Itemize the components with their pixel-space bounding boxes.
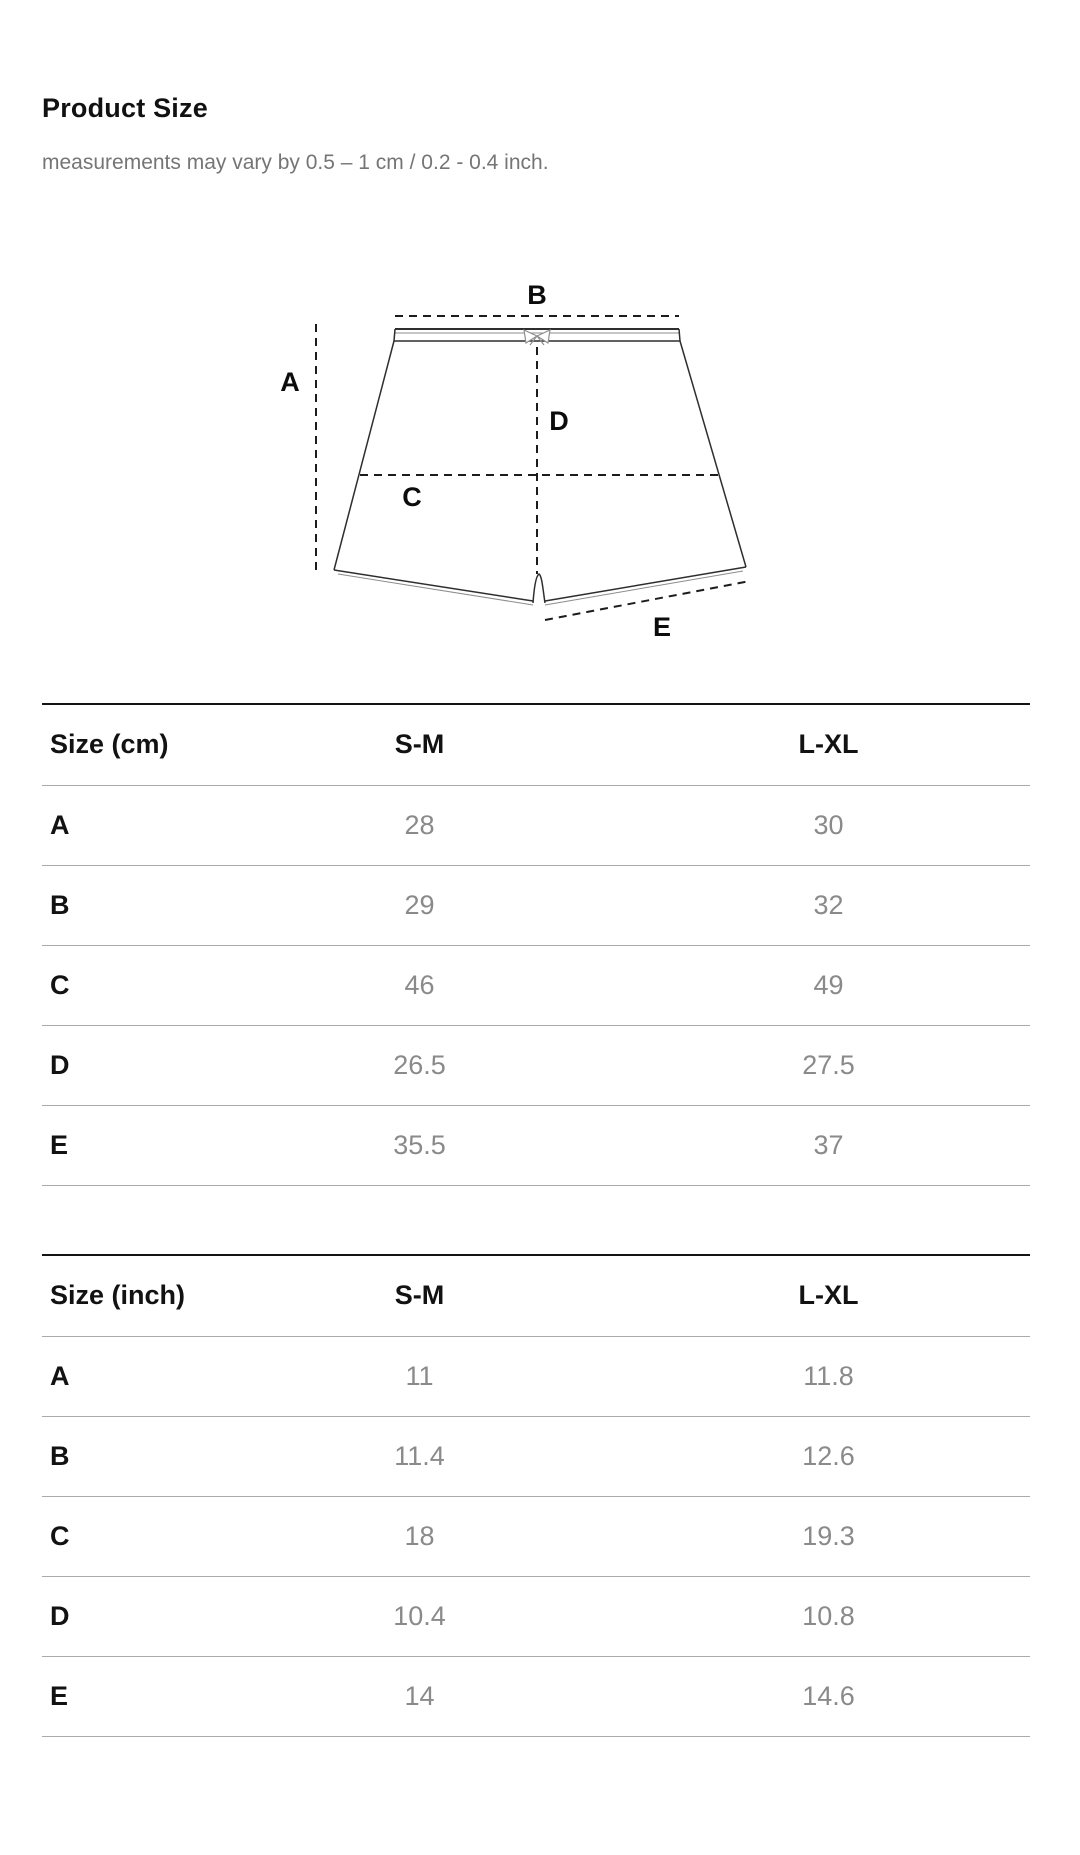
shorts-left-side-seam (334, 341, 394, 570)
value-sm: 35.5 (393, 1129, 446, 1160)
waistband-left-edge (394, 329, 395, 341)
crotch-notch (533, 574, 545, 603)
value-sm: 28 (404, 809, 435, 840)
right-leg-hem-outer (545, 567, 746, 601)
value-lxl: 49 (813, 969, 844, 1000)
table-row (42, 1496, 1030, 1576)
diagram-label-e: E (652, 612, 672, 642)
left-leg-hem-outer (334, 570, 533, 601)
shorts-right-side-seam (680, 341, 746, 567)
measurement-disclaimer: measurements may vary by 0.5 – 1 cm / 0.2 - 0.4 inch. (42, 151, 549, 174)
diagram-label-b: B (527, 280, 547, 310)
value-sm: 11.4 (394, 1440, 445, 1471)
table-row (42, 1105, 1030, 1185)
value-sm: 14 (404, 1680, 435, 1711)
value-lxl: 27.5 (802, 1049, 855, 1080)
value-lxl: 32 (813, 889, 844, 920)
value-sm: 11 (405, 1360, 434, 1391)
size-table-cm (42, 703, 1030, 1186)
value-sm: 26.5 (393, 1049, 446, 1080)
value-sm: 46 (404, 969, 435, 1000)
table-row (42, 785, 1030, 865)
value-lxl: 11.8 (803, 1360, 854, 1391)
unit-header-inch: Size (inch) (50, 1280, 186, 1311)
column-header-sm: S-M (394, 729, 445, 760)
shorts-measurement-diagram (260, 275, 780, 665)
diagram-label-a: A (280, 367, 300, 397)
value-lxl: 12.6 (802, 1440, 855, 1471)
row-label: A (50, 809, 70, 840)
unit-header-cm: Size (cm) (50, 729, 169, 760)
table-row (42, 1576, 1030, 1656)
row-label: E (50, 1129, 69, 1160)
measure-line-e (545, 581, 750, 620)
table-row (42, 865, 1030, 945)
table-row (42, 1025, 1030, 1105)
row-label: C (50, 969, 70, 1000)
table-header-row (42, 1255, 1030, 1336)
table-header-row (42, 704, 1030, 785)
row-label: B (50, 1440, 70, 1471)
page-title: Product Size (42, 93, 208, 123)
column-header-lxl: L-XL (798, 1280, 859, 1311)
value-sm: 10.4 (393, 1600, 446, 1631)
value-lxl: 14.6 (802, 1680, 855, 1711)
row-label: B (50, 889, 70, 920)
column-header-lxl: L-XL (798, 729, 859, 760)
table-row (42, 945, 1030, 1025)
value-lxl: 10.8 (802, 1600, 855, 1631)
diagram-label-d: D (549, 406, 569, 436)
table-row (42, 1656, 1030, 1736)
row-label: D (50, 1049, 70, 1080)
value-sm: 29 (404, 889, 435, 920)
value-lxl: 30 (813, 809, 844, 840)
drawstring-bow-icon (524, 330, 550, 345)
waistband-right-edge (679, 329, 680, 341)
size-table-inch (42, 1254, 1030, 1737)
row-label: D (50, 1600, 70, 1631)
value-sm: 18 (404, 1520, 435, 1551)
table-row (42, 1416, 1030, 1496)
row-label: C (50, 1520, 70, 1551)
value-lxl: 37 (813, 1129, 844, 1160)
value-lxl: 19.3 (802, 1520, 855, 1551)
table-row (42, 1336, 1030, 1416)
row-label: A (50, 1360, 70, 1391)
row-label: E (50, 1680, 69, 1711)
column-header-sm: S-M (394, 1280, 445, 1311)
diagram-label-c: C (402, 482, 422, 512)
left-leg-hem-inner (338, 574, 533, 605)
